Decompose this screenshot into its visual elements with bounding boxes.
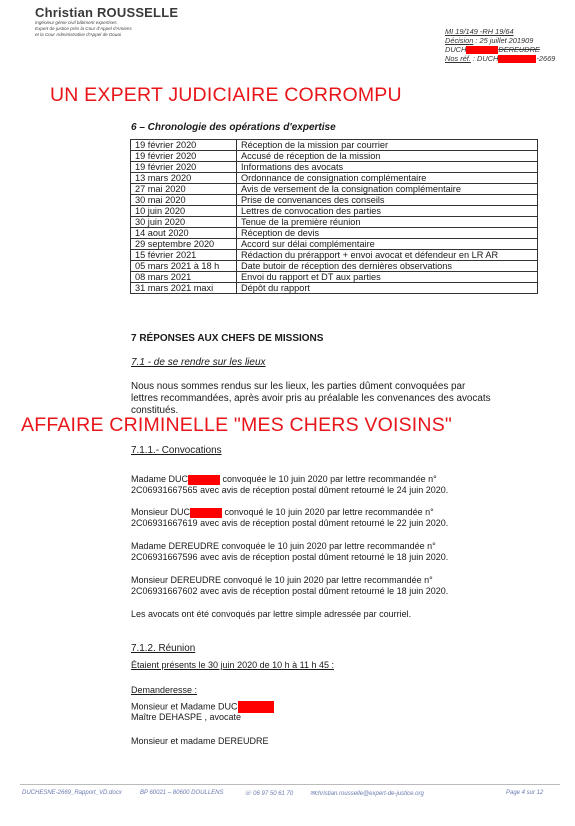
demanderesse-name: Monsieur et Madame DUC bbox=[131, 701, 274, 713]
chronology-date-cell: 27 mai 2020 bbox=[131, 184, 237, 195]
chronology-row bbox=[131, 173, 538, 184]
redaction-box bbox=[498, 55, 536, 63]
chronology-operation-cell: Avis de versement de la consignation complémentaire bbox=[237, 184, 538, 195]
chronology-row bbox=[131, 195, 538, 206]
section-6-title: 6 – Chronologie des opérations d'expertise bbox=[131, 122, 336, 133]
demanderesse-label: Demanderesse : bbox=[131, 685, 198, 695]
subsection-7-1-2-title: 7.1.2. Réunion bbox=[131, 643, 196, 654]
chronology-row bbox=[131, 272, 538, 283]
chronology-operation-cell: Réception de devis bbox=[237, 228, 538, 239]
redaction-box bbox=[466, 46, 498, 54]
chronology-date-cell: 19 février 2020 bbox=[131, 162, 237, 173]
footer-address: BP 60021 – 80600 DOULLENS bbox=[140, 790, 224, 796]
chronology-row bbox=[131, 228, 538, 239]
decision-line: Décision : 25 juillet 201909 bbox=[445, 36, 534, 45]
case-reference: MI 19/149 -RH 19/64 bbox=[445, 27, 514, 36]
chronology-operation-cell: Accord sur délai complémentaire bbox=[237, 239, 538, 250]
chronology-row bbox=[131, 217, 538, 228]
footer-divider bbox=[20, 784, 560, 785]
chronology-row bbox=[131, 140, 538, 151]
chronology-date-cell: 19 février 2020 bbox=[131, 140, 237, 151]
convocation-entry: Madame DEREUDRE convoquée le 10 juin 2020 par lettre recommandée n° 2C06931667596 avec avis de réception postal dûment retourné le 18 juin 2020. bbox=[131, 541, 449, 562]
chronology-row bbox=[131, 206, 538, 217]
chronology-row bbox=[131, 261, 538, 272]
parties-line: DUCH DEREUDRE bbox=[445, 45, 540, 54]
chronology-operation-cell: Accusé de réception de la mission bbox=[237, 151, 538, 162]
chronology-date-cell: 08 mars 2021 bbox=[131, 272, 237, 283]
letterhead bbox=[35, 5, 235, 38]
footer-phone: ☏ 06 97 50 61 70 bbox=[244, 791, 294, 797]
present-label: Étaient présents le 30 juin 2020 de 10 h à 11 h 45 : bbox=[131, 660, 334, 670]
convocation-entry: Monsieur DEREUDRE convoqué le 10 juin 2020 par lettre recommandée n° 2C06931667602 avec avis de réception postal dûment retourné le 18 juin 2020. bbox=[131, 575, 449, 596]
convocation-entry: Monsieur DUC convoqué le 10 juin 2020 par lettre recommandée n° 2C06931667619 avec avis de réception postal dûment retourné le 22 juin 2020. bbox=[131, 507, 449, 528]
reference-block bbox=[445, 27, 565, 63]
chronology-row bbox=[131, 239, 538, 250]
chronology-operation-cell: Informations des avocats bbox=[237, 162, 538, 173]
footer-filename: DUCHESNE-2669_Rapport_VD.docx bbox=[22, 790, 122, 796]
chronology-operation-cell: Ordonnance de consignation complémentaire bbox=[237, 173, 538, 184]
chronology-date-cell: 13 mars 2020 bbox=[131, 173, 237, 184]
subsection-7-1-1-title: 7.1.1.- Convocations bbox=[131, 445, 222, 456]
chronology-operation-cell: Lettres de convocation des parties bbox=[237, 206, 538, 217]
chronology-date-cell: 14 aout 2020 bbox=[131, 228, 237, 239]
chronology-date-cell: 30 mai 2020 bbox=[131, 195, 237, 206]
footer-email[interactable]: ✉christian.rousselle@expert-de-justice.org bbox=[310, 791, 424, 797]
overlay-title-criminal-case: AFFAIRE CRIMINELLE "MES CHERS VOISINS" bbox=[21, 414, 453, 436]
chronology-date-cell: 05 mars 2021 à 18 h bbox=[131, 261, 237, 272]
chronology-table bbox=[130, 139, 538, 294]
chronology-operation-cell: Tenue de la première réunion bbox=[237, 217, 538, 228]
chronology-row bbox=[131, 283, 538, 294]
chronology-date-cell: 10 juin 2020 bbox=[131, 206, 237, 217]
overlay-title-corrupt-expert: UN EXPERT JUDICIAIRE CORROMPU bbox=[50, 84, 402, 106]
subsection-7-1-title: 7.1 - de se rendre sur les lieux bbox=[131, 357, 266, 368]
expert-name: Christian ROUSSELLE bbox=[35, 5, 179, 20]
chronology-operation-cell: Prise de convenances des conseils bbox=[237, 195, 538, 206]
chronology-operation-cell: Dépôt du rapport bbox=[237, 283, 538, 294]
chronology-operation-cell: Date butoir de réception des dernières observations bbox=[237, 261, 538, 272]
chronology-row bbox=[131, 151, 538, 162]
expert-title-line: Expert de justice près la Cour d'Appel d'Amiens bbox=[35, 26, 132, 31]
footer-page-number: Page 4 sur 12 bbox=[506, 790, 544, 796]
chronology-date-cell: 30 juin 2020 bbox=[131, 217, 237, 228]
chronology-date-cell: 19 février 2020 bbox=[131, 151, 237, 162]
chronology-date-cell: 31 mars 2021 maxi bbox=[131, 283, 237, 294]
chronology-date-cell: 29 septembre 2020 bbox=[131, 239, 237, 250]
redaction-box bbox=[238, 701, 274, 713]
chronology-date-cell: 15 février 2021 bbox=[131, 250, 237, 261]
redaction-box bbox=[190, 508, 222, 518]
chronology-operation-cell: Rédaction du prérapport + envoi avocat et défendeur en LR AR bbox=[237, 250, 538, 261]
expert-title-line: Ingénieur génie civil bâtiment expertises bbox=[35, 20, 117, 25]
redaction-box bbox=[188, 475, 220, 485]
section-7-title: 7 RÉPONSES AUX CHEFS DE MISSIONS bbox=[131, 333, 324, 344]
defendeurs-name: Monsieur et madame DEREUDRE bbox=[131, 736, 269, 746]
chronology-row bbox=[131, 184, 538, 195]
chronology-operation-cell: Réception de la mission par courrier bbox=[237, 140, 538, 151]
chronology-row bbox=[131, 250, 538, 261]
chronology-operation-cell: Envoi du rapport et DT aux parties bbox=[237, 272, 538, 283]
our-reference-line: Nos réf. : DUCH -2669 bbox=[445, 54, 556, 64]
intro-paragraph: Nous nous sommes rendus sur les lieux, les parties dûment convoquées par lettres recommandées, après avoir pris au préalable les convenances des avocats constitués. bbox=[131, 381, 491, 416]
chronology-row bbox=[131, 162, 538, 173]
convocation-entry: Madame DUC convoquée le 10 juin 2020 par lettre recommandée n° 2C06931667565 avec avis de réception postal dûment retourné le 24 juin 2020. bbox=[131, 474, 449, 495]
lawyer-name: Maître DEHASPE , avocate bbox=[131, 712, 242, 722]
expert-title-line: et la Cour Administrative d'Appel de Douai bbox=[35, 32, 121, 37]
lawyers-note: Les avocats ont été convoqués par lettre simple adressée par courriel. bbox=[131, 609, 412, 619]
